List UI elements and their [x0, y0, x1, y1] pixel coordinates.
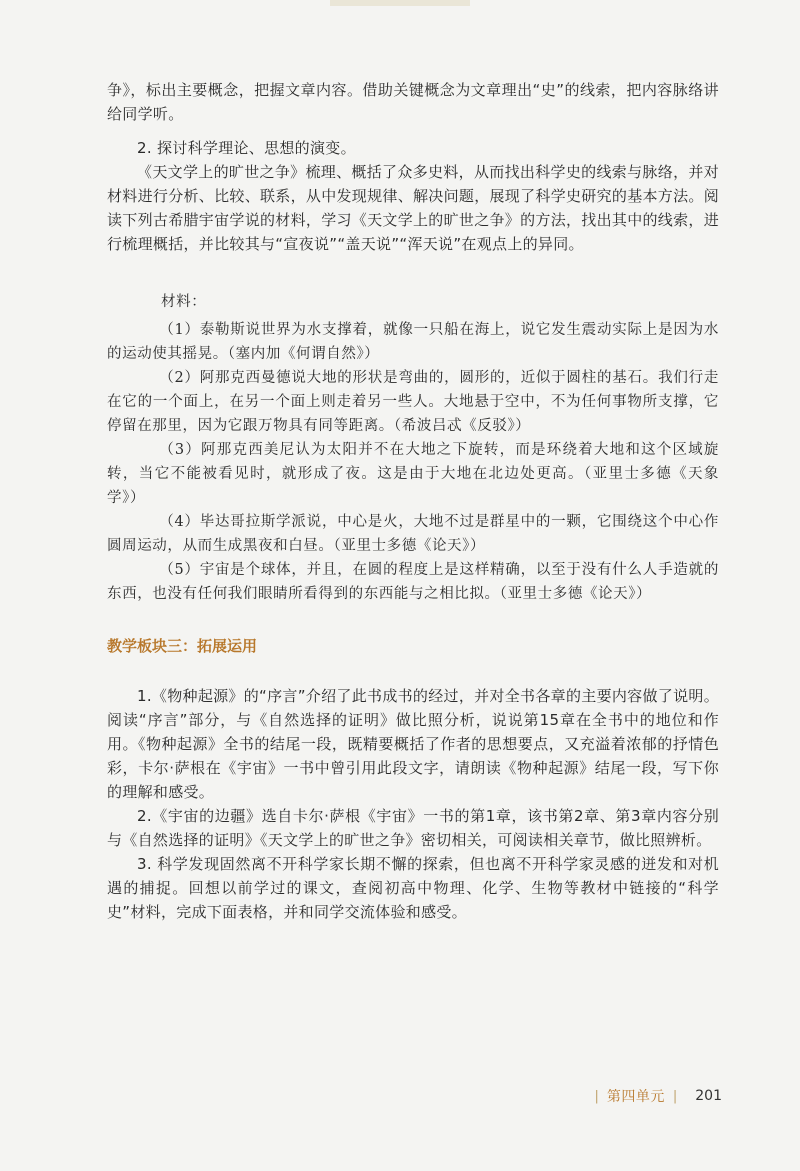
task-2-title: 2. 探讨科学理论、思想的演变。 [137, 139, 356, 157]
material-item-3: （3）阿那克西美尼认为太阳并不在大地之下旋转，而是环绕着大地和这个区域旋转，当它不能被看见时，就形成了夜。这是由于大地在北边处更高。（亚里士多德《天象学》） [107, 442, 719, 506]
page-body [107, 78, 719, 924]
footer-divider-left: | [594, 1088, 599, 1104]
material-item-1: （1）泰勒斯说世界为水支撑着，就像一只船在海上，说它发生震动实际上是因为水的运动使其摇晃。（塞内加《何谓自然》） [107, 322, 719, 362]
extension-item-2: 2.《宇宙的边疆》选自卡尔·萨根《宇宙》一书的第1章，该书第2章、第3章内容分别与《自然选择的证明》《天文学上的旷世之争》密切相关，可阅读相关章节，做比照辨析。 [107, 807, 719, 849]
footer-unit-label: 第四单元 [606, 1089, 665, 1105]
task-2-body: 《天文学上的旷世之争》梳理、概括了众多史料，从而找出科学史的线索与脉络，并对材料进行分析、比较、联系，从中发现规律、解决问题，展现了科学史研究的基本方法。阅读下列古希腊宇宙学说的材料，学习《天文学上的旷世之争》的方法，找出其中的线索，进行梳理概括，并比较其与“宣夜说”“盖天说”“浑天说”在观点上的异同。 [107, 163, 720, 253]
material-item-2: （2）阿那克西曼德说大地的形状是弯曲的，圆形的，近似于圆柱的基石。我们行走在它的一个面上，在另一个面上则走着另一些人。大地悬于空中，不为任何事物所支撑，它停留在那里，因为它跟万物具有同等距离。（希波吕忒《反驳》） [107, 370, 719, 434]
material-item-4: （4）毕达哥拉斯学派说，中心是火，大地不过是群星中的一颗，它围绕这个中心作圆周运动，从而生成黑夜和白昼。（亚里士多德《论天》） [107, 514, 719, 554]
page-footer [594, 1086, 722, 1106]
material-item-5: （5）宇宙是个球体，并且，在圆的程度上是这样精确，以至于没有什么人手造就的东西，也没有任何我们眼睛所看得到的东西能与之相比拟。（亚里士多德《论天》） [107, 562, 719, 602]
materials-label: 材料： [161, 294, 207, 310]
top-edge-decoration [330, 0, 470, 6]
extension-item-1: 1.《物种起源》的“序言”介绍了此书成书的经过，并对全书各章的主要内容做了说明。阅读“序言”部分，与《自然选择的证明》做比照分析，说说第15章在全书中的地位和作用。《物种起源》全书的结尾一段，既精要概括了作者的思想要点，又充溢着浓郁的抒情色彩，卡尔·萨根在《宇宙》一书中曾引用此段文字，请朗读《物种起源》结尾一段，写下你的理解和感受。 [107, 687, 719, 801]
page-number: 201 [695, 1088, 722, 1104]
materials-block [107, 290, 719, 606]
section-two-intro: 争》，标出主要概念，把握文章内容。借助关键概念为文章理出“史”的线索，把内容脉络讲给同学听。 [107, 81, 719, 123]
footer-divider-right: | [672, 1088, 678, 1104]
extension-item-3: 3. 科学发现固然离不开科学家长期不懈的探索，但也离不开科学家灵感的迸发和对机遇的捕捉。回想以前学过的课文，查阅初高中物理、化学、生物等教材中链接的“科学史”材料，完成下面表格，并和同学交流体验和感受。 [107, 855, 719, 921]
section-three-heading: 教学板块三：拓展运用 [107, 637, 258, 655]
